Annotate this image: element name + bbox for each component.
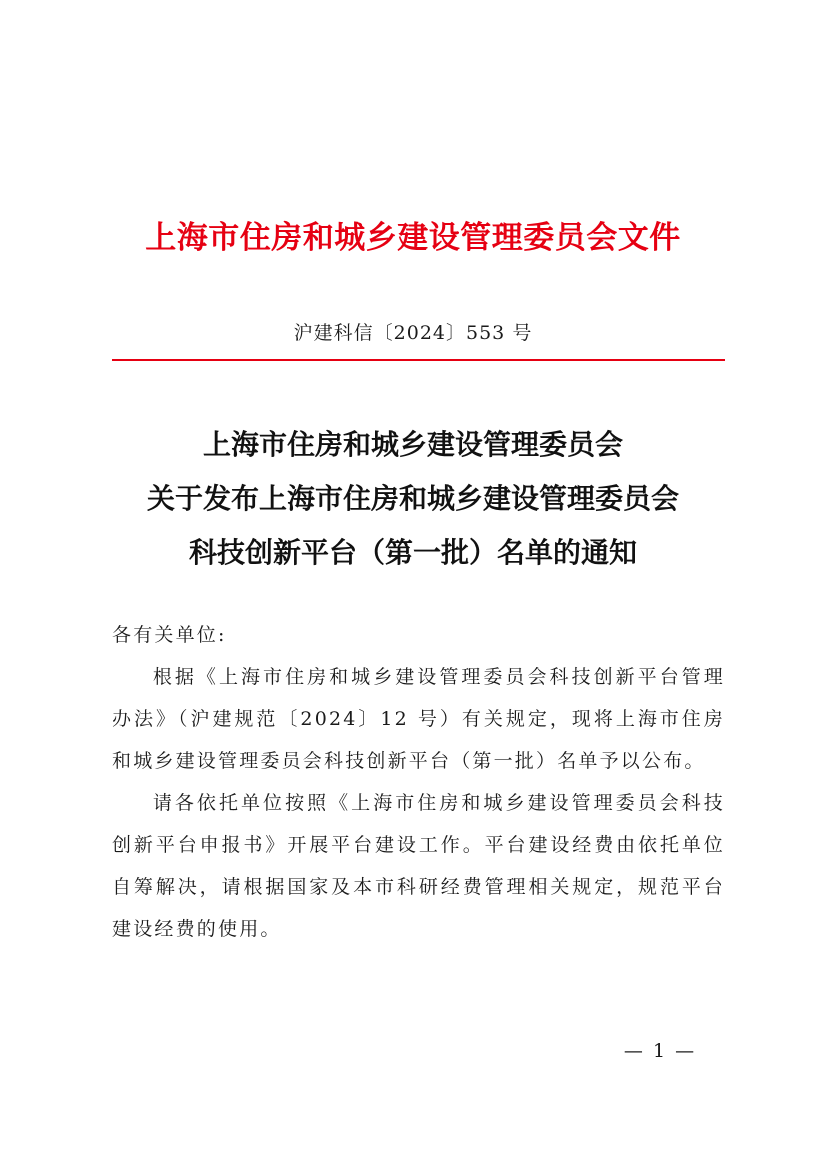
notice-title — [0, 418, 826, 580]
body-paragraph: 根据《上海市住房和城乡建设管理委员会科技创新平台管理办法》（沪建规范〔2024〕12 号）有关规定，现将上海市住房和城乡建设管理委员会科技创新平台（第一批）名单予以公布。 — [112, 666, 725, 772]
notice-title-line: 关于发布上海市住房和城乡建设管理委员会 — [146, 482, 679, 515]
body-paragraph: 请各依托单位按照《上海市住房和城乡建设管理委员会科技创新平台申报书》开展平台建设工作。平台建设经费由依托单位自筹解决，请根据国家及本市科研经费管理相关规定，规范平台建设经费的使用。 — [112, 792, 725, 940]
red-divider — [112, 359, 725, 361]
salutation: 各有关单位: — [112, 624, 227, 646]
notice-title-line: 上海市住房和城乡建设管理委员会 — [202, 428, 623, 461]
notice-body — [112, 614, 725, 950]
issuer-title: 上海市住房和城乡建设管理委员会文件 — [145, 220, 681, 256]
page-number: — 1 — — [623, 1040, 697, 1062]
document-number: 沪建科信〔2024〕553 号 — [293, 322, 533, 344]
notice-title-line: 科技创新平台（第一批）名单的通知 — [188, 536, 637, 569]
